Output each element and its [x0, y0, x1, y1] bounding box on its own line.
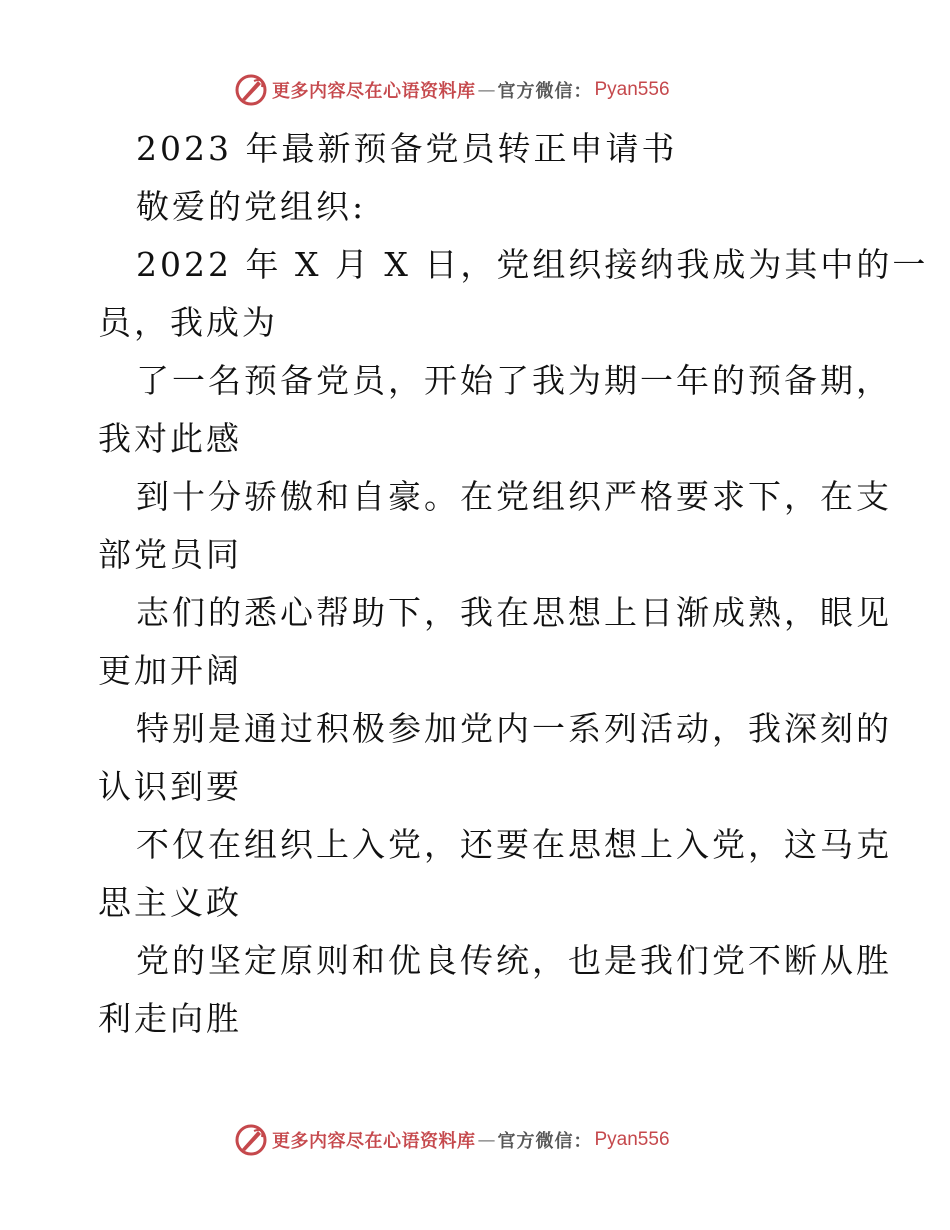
- document-title: 2023 年最新预备党员转正申请书: [136, 129, 678, 168]
- body-line: 特别是通过积极参加党内一系列活动，我深刻的: [136, 709, 892, 748]
- body-line: 我对此感: [98, 419, 242, 458]
- body-line: 更加开阔: [98, 651, 242, 690]
- watermark-dash: —: [477, 1129, 496, 1151]
- body-line: 了一名预备党员，开始了我为期一年的预备期，: [136, 361, 892, 400]
- body-line: 认识到要: [98, 767, 242, 806]
- watermark-site-text: 更多内容尽在心语资料库: [272, 81, 476, 102]
- body-line: 2022 年 X 月 X 日，党组织接纳我成为其中的一: [136, 245, 929, 284]
- document-body: [98, 120, 929, 1048]
- body-line: 员，我成为: [98, 303, 278, 342]
- body-line: 不仅在组织上入党，还要在思想上入党，这马克: [136, 825, 892, 864]
- document-salutation: 敬爱的党组织:: [136, 187, 367, 226]
- watermark-wechat-label: 官方微信：: [497, 81, 593, 102]
- watermark-wechat-label: 官方微信：: [497, 1131, 593, 1152]
- quill-logo-icon: [234, 1123, 268, 1157]
- body-line: 党的坚定原则和优良传统，也是我们党不断从胜: [136, 941, 892, 980]
- watermark-wechat-id: Pyan556: [594, 1129, 670, 1150]
- footer-watermark: [234, 1120, 754, 1160]
- watermark-site-text: 更多内容尽在心语资料库: [272, 1131, 476, 1152]
- body-line: 志们的悉心帮助下，我在思想上日渐成熟，眼见: [136, 593, 892, 632]
- body-line: 部党员同: [98, 535, 242, 574]
- watermark-dash: —: [477, 79, 496, 101]
- header-watermark: [234, 70, 754, 110]
- body-line: 思主义政: [98, 883, 242, 922]
- quill-logo-icon: [234, 73, 268, 107]
- watermark-wechat-id: Pyan556: [594, 79, 670, 100]
- body-line: 到十分骄傲和自豪。在党组织严格要求下，在支: [136, 477, 892, 516]
- body-line: 利走向胜: [98, 999, 242, 1038]
